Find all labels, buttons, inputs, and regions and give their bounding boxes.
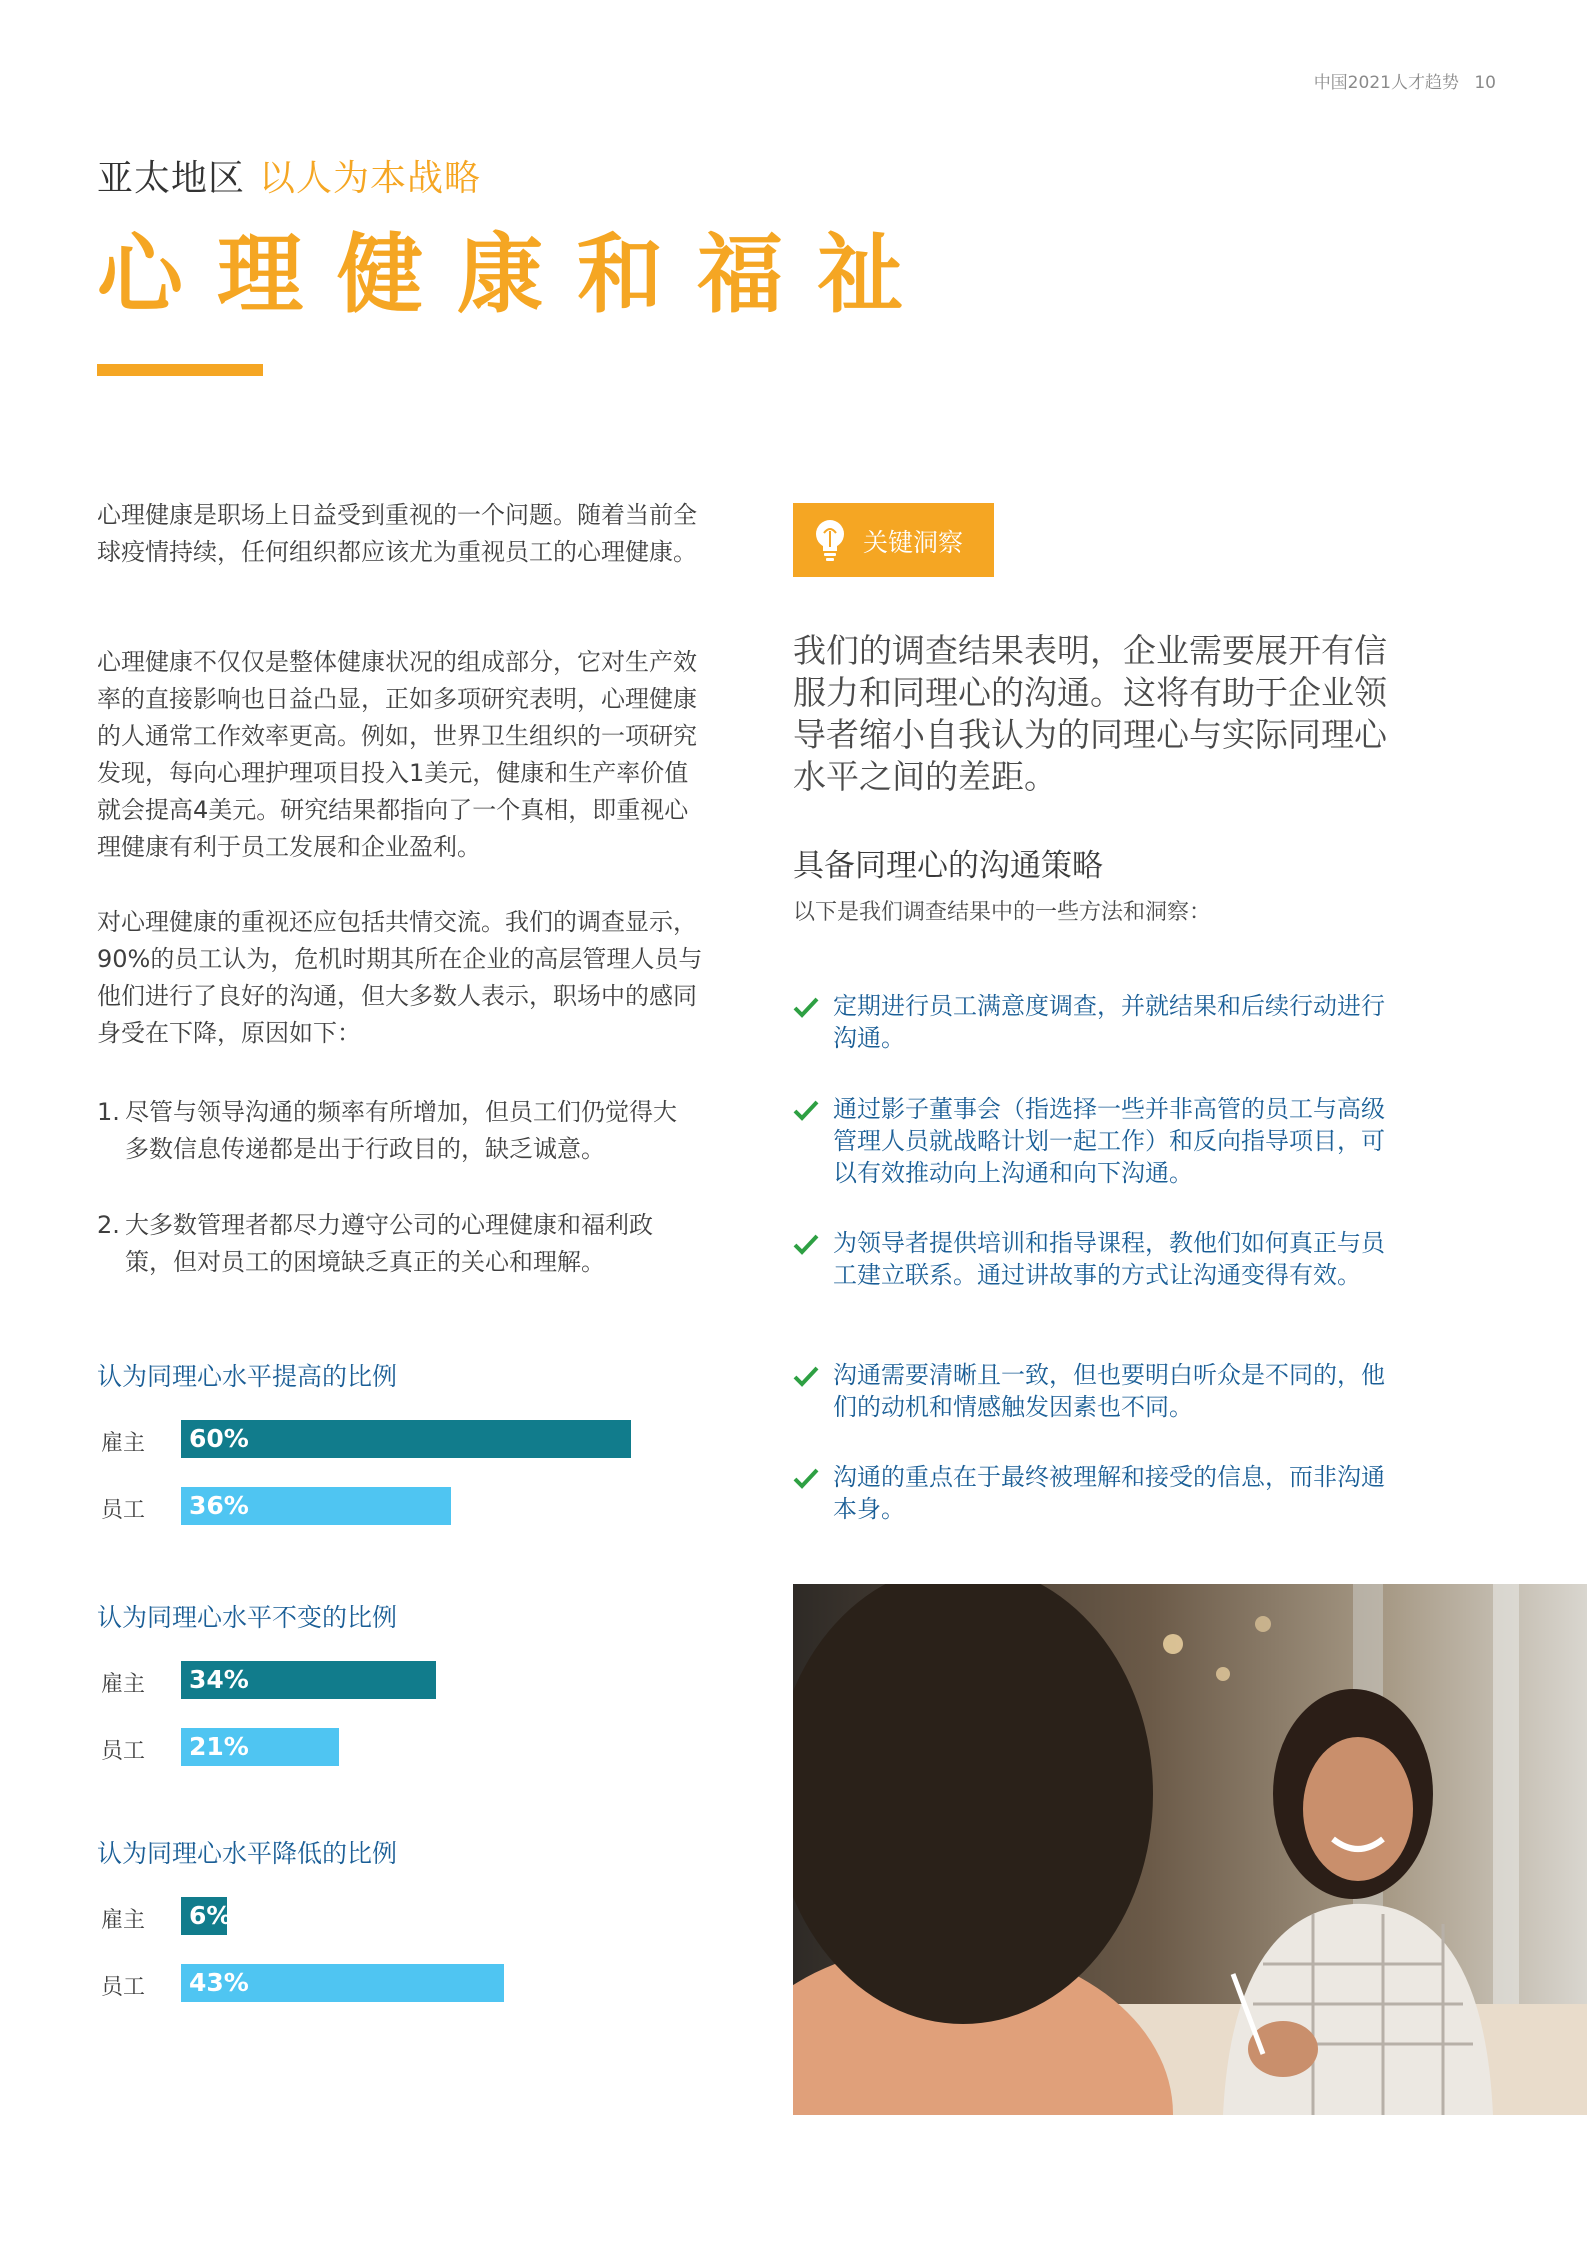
bar-category-label: 员工 bbox=[101, 1975, 146, 2000]
page-title: 心理健康和福祉 bbox=[97, 225, 937, 325]
subtitle-region: 亚太地区 bbox=[97, 158, 246, 199]
reason-text-cont: 多数信息传递都是出于行政目的，缺乏诚意。 bbox=[125, 1135, 605, 1163]
bar-category-label: 雇主 bbox=[101, 1431, 146, 1456]
office-conversation-photo bbox=[793, 1584, 1587, 2115]
strategy-item bbox=[793, 1461, 1393, 1531]
reason-text: 尽管与领导沟通的频率有所增加，但员工们仍觉得大 bbox=[125, 1098, 677, 1126]
reason-list-item bbox=[97, 1207, 717, 1281]
key-insight-label: 关键洞察 bbox=[863, 528, 964, 557]
chart-title: 认为同理心水平降低的比例 bbox=[97, 1839, 398, 1868]
reason-list-item bbox=[97, 1094, 717, 1168]
paragraph-empathy: 对心理健康的重视还应包括共情交流。我们的调查显示，90%的员工认为，危机时期其所在企业的高层管理人员与他们进行了良好的沟通，但大多数人表示，职场中的感同身受在下降，原因如下： bbox=[97, 908, 703, 1047]
header-title: 中国2021人才趋势 bbox=[1313, 73, 1459, 93]
bar-employee: 36% bbox=[181, 1487, 451, 1525]
lightbulb-icon bbox=[811, 517, 849, 567]
strategy-item-text: 为领导者提供培训和指导课程，教他们如何真正与员工建立联系。通过讲故事的方式让沟通变得有效。 bbox=[833, 1229, 1385, 1289]
section-subtitle bbox=[97, 150, 481, 201]
paragraph-productivity: 心理健康不仅仅是整体健康状况的组成部分，它对生产效率的直接影响也日益凸显，正如多项研究表明，心理健康的人通常工作效率更高。例如，世界卫生组织的一项研究发现，每向心理护理项目投入1美元，健康和生产率价值就会提高4美元。研究结果都指向了一个真相，即重视心理健康有利于员工发展和企业盈利。 bbox=[97, 648, 697, 861]
title-underline bbox=[97, 364, 263, 376]
subtitle-topic: 以人为本战略 bbox=[259, 158, 482, 199]
reason-number: 1. bbox=[97, 1098, 120, 1126]
bar-category-label: 雇主 bbox=[101, 1672, 146, 1697]
bar-category-label: 雇主 bbox=[101, 1908, 146, 1933]
strategy-item bbox=[793, 990, 1393, 1060]
bar-category-label: 员工 bbox=[101, 1498, 146, 1523]
paragraph-intro: 心理健康是职场上日益受到重视的一个问题。随着当前全球疫情持续，任何组织都应该尤为重视员工的心理健康。 bbox=[97, 501, 697, 566]
strategy-item bbox=[793, 1093, 1393, 1193]
check-icon bbox=[793, 1365, 819, 1391]
check-icon bbox=[793, 996, 819, 1022]
bar-employee: 43% bbox=[181, 1964, 504, 2002]
strategy-item-text: 沟通需要清晰且一致，但也要明白听众是不同的，他们的动机和情感触发因素也不同。 bbox=[833, 1361, 1385, 1421]
strategy-item bbox=[793, 1227, 1393, 1327]
check-icon bbox=[793, 1233, 819, 1259]
bar-employer: 6% bbox=[181, 1897, 227, 1935]
strategy-item-text: 定期进行员工满意度调查，并就结果和后续行动进行沟通。 bbox=[833, 992, 1385, 1052]
strategy-intro: 以下是我们调查结果中的一些方法和洞察： bbox=[793, 900, 1212, 925]
chart-title: 认为同理心水平提高的比例 bbox=[97, 1362, 398, 1391]
reason-number: 2. bbox=[97, 1211, 120, 1239]
page-number: 10 bbox=[1474, 73, 1496, 93]
reason-text-cont: 策，但对员工的困境缺乏真正的关心和理解。 bbox=[125, 1248, 605, 1276]
bar-employer: 60% bbox=[181, 1420, 631, 1458]
key-insight-badge bbox=[793, 503, 994, 577]
strategy-item-text: 通过影子董事会（指选择一些并非高管的员工与高级管理人员就战略计划一起工作）和反向指导项目，可以有效推动向上沟通和向下沟通。 bbox=[833, 1095, 1385, 1187]
check-icon bbox=[793, 1099, 819, 1125]
bar-employer: 34% bbox=[181, 1661, 436, 1699]
strategy-item bbox=[793, 1359, 1393, 1429]
bar-employee: 21% bbox=[181, 1728, 339, 1766]
strategy-item-text: 沟通的重点在于最终被理解和接受的信息，而非沟通本身。 bbox=[833, 1463, 1385, 1523]
page-header bbox=[1314, 68, 1496, 93]
reason-text: 大多数管理者都尽力遵守公司的心理健康和福利政 bbox=[125, 1211, 653, 1239]
insight-quote: 我们的调查结果表明，企业需要展开有信服力和同理心的沟通。这将有助于企业领导者缩小自我认为的同理心与实际同理心水平之间的差距。 bbox=[793, 631, 1387, 796]
chart-title: 认为同理心水平不变的比例 bbox=[97, 1603, 398, 1632]
strategy-heading: 具备同理心的沟通策略 bbox=[793, 848, 1103, 884]
check-icon bbox=[793, 1467, 819, 1493]
bar-category-label: 员工 bbox=[101, 1739, 146, 1764]
